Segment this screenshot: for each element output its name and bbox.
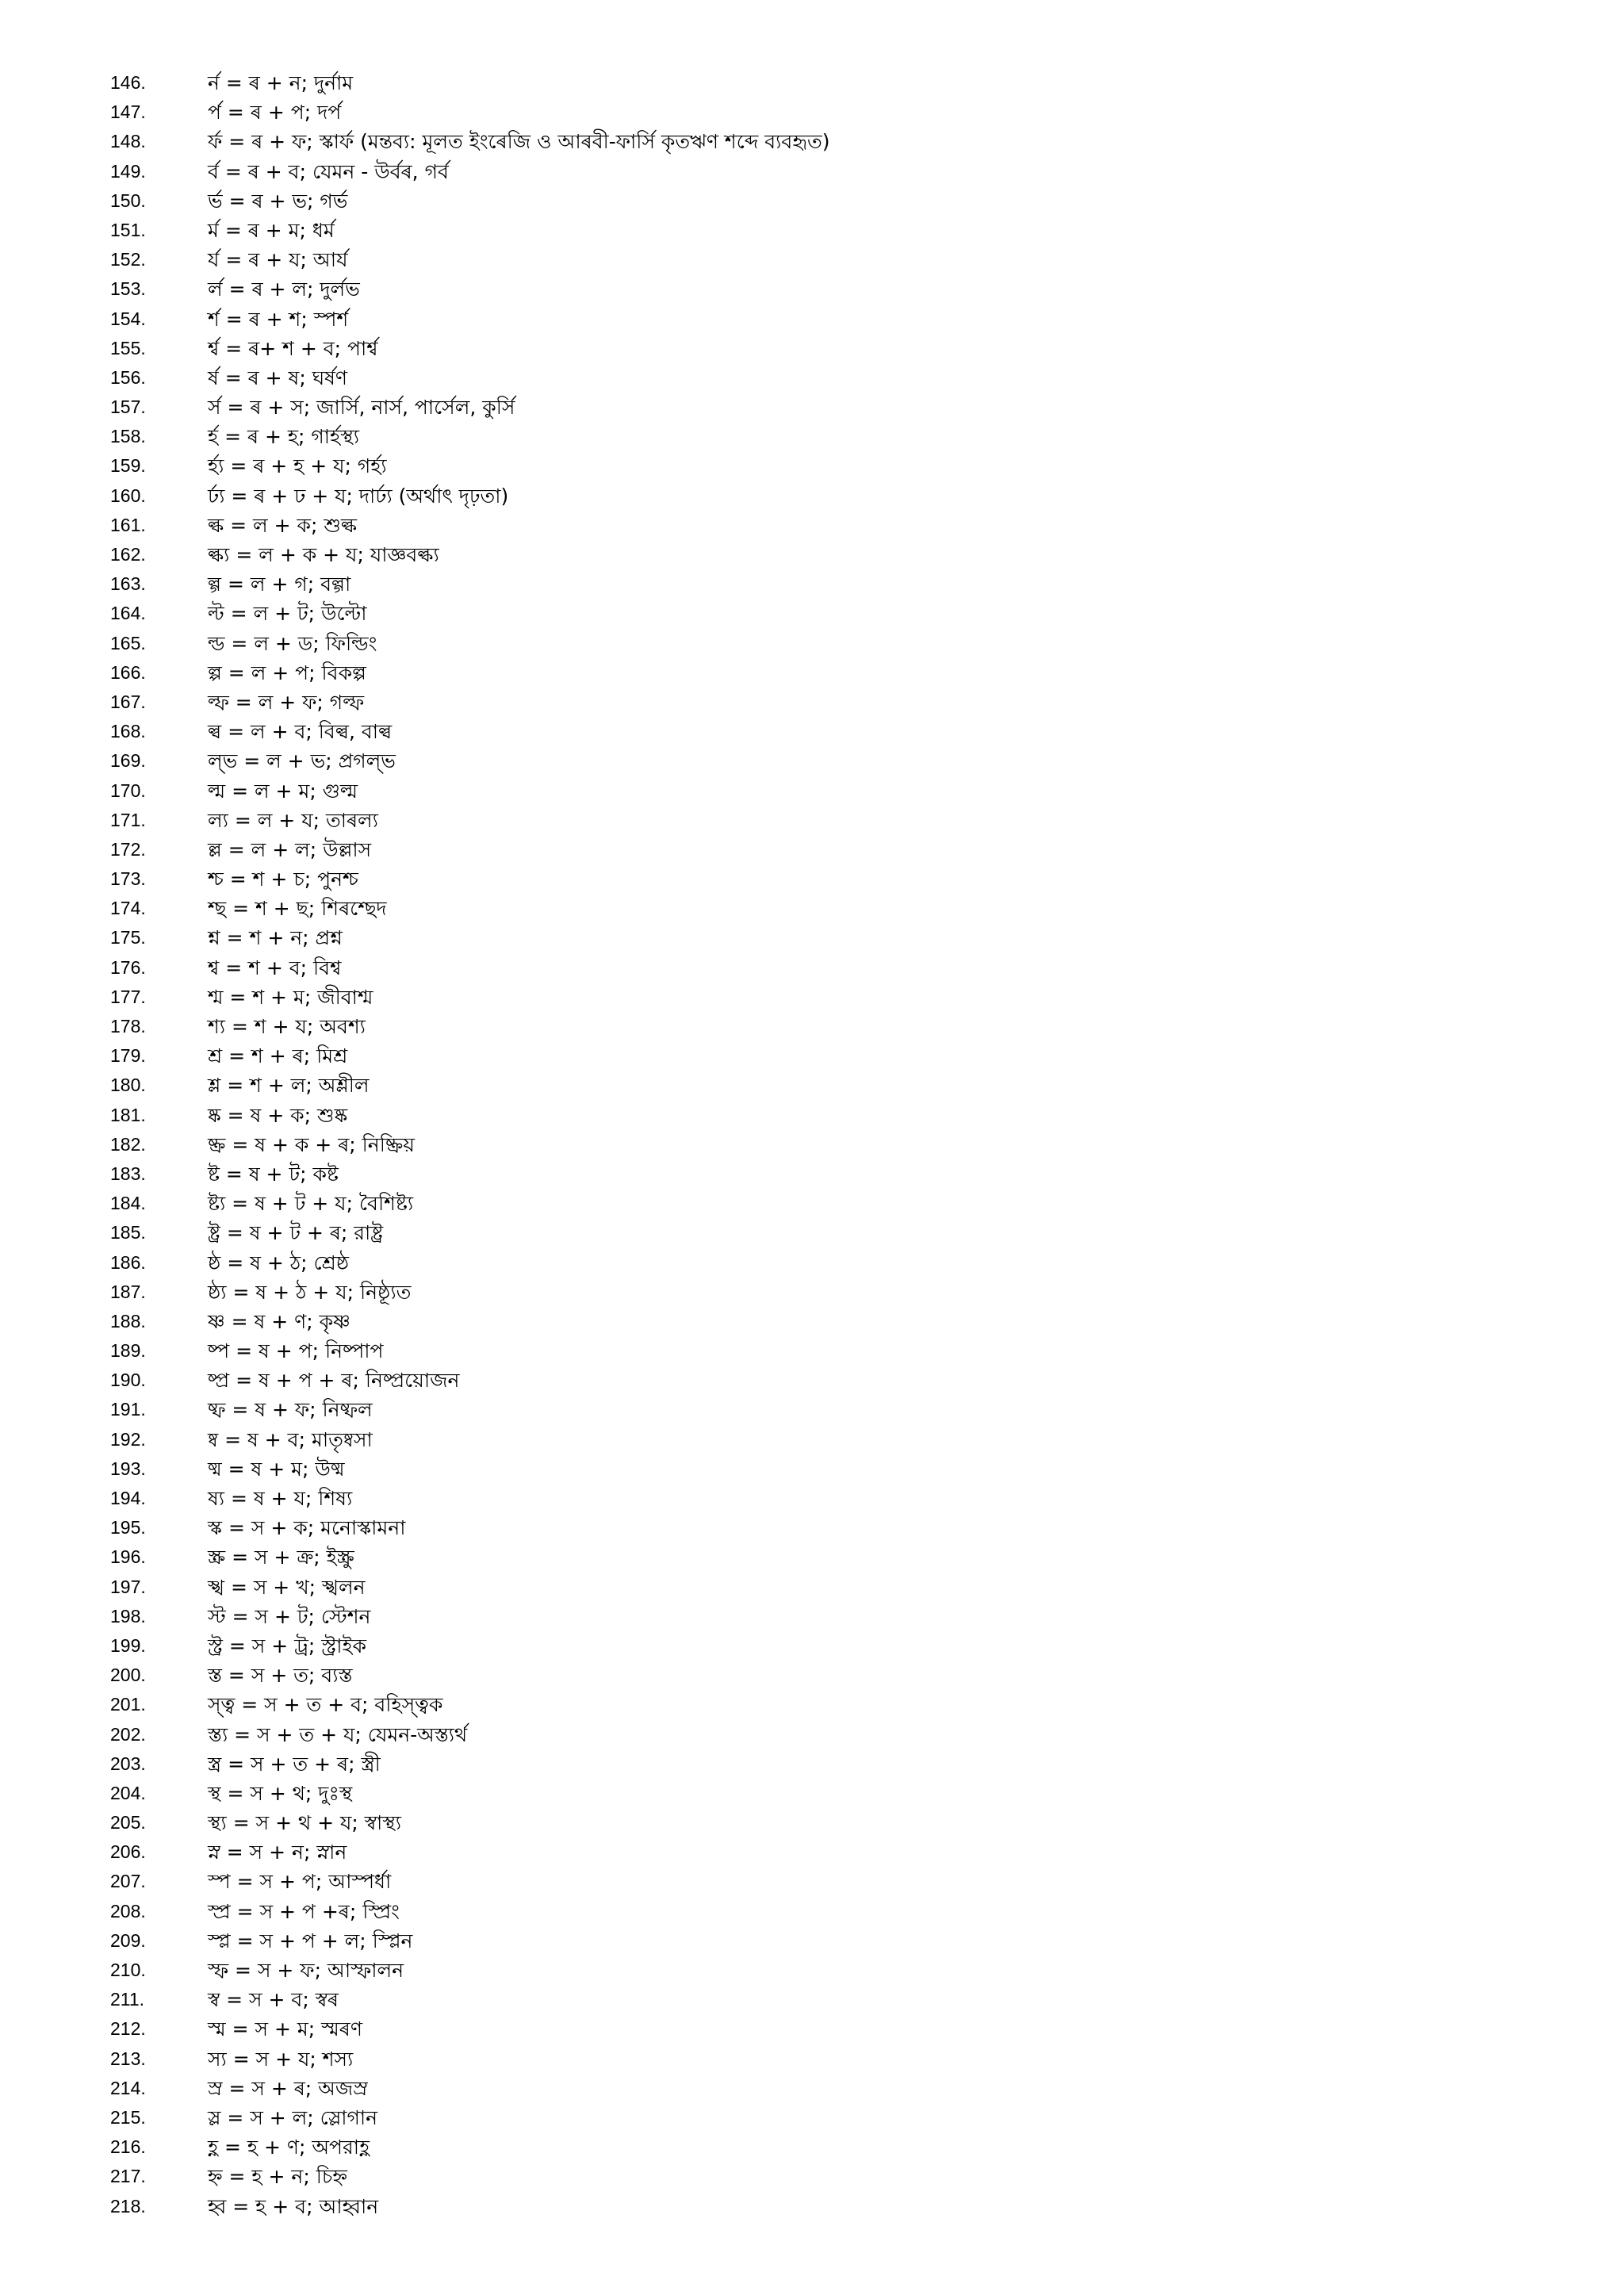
entry-text: স্ক্র = স + ক্র; ইস্ক্রু — [208, 1546, 354, 1569]
list-item — [0, 1631, 1624, 1661]
list-item — [0, 451, 1624, 481]
list-item — [0, 216, 1624, 245]
entry-number: 189. — [110, 1340, 146, 1362]
entry-number: 201. — [110, 1694, 146, 1715]
list-item — [0, 1041, 1624, 1071]
entry-text: র্ন = ৰ + ন; দুর্নাম — [208, 71, 354, 94]
entry-number: 175. — [110, 927, 146, 948]
entry-number: 184. — [110, 1193, 146, 1214]
entry-text: শ্র = শ + ৰ; মিশ্র — [208, 1044, 348, 1068]
entry-number: 148. — [110, 131, 146, 152]
entry-text: র্স = ৰ + স; জার্সি, নার্স, পার্সেল, কুর্সি — [208, 396, 515, 420]
entry-text: র্শ = ৰ + শ; স্পর্শ — [208, 307, 349, 331]
entry-text: ল্প = ল + প; বিকল্প — [208, 661, 366, 684]
entry-number: 157. — [110, 397, 146, 418]
list-item — [0, 1454, 1624, 1484]
entry-number: 204. — [110, 1782, 146, 1803]
entry-text: ল্গ = ল + গ; বল্গা — [208, 573, 351, 596]
list-item — [0, 864, 1624, 894]
entry-number: 198. — [110, 1605, 146, 1626]
list-item — [0, 983, 1624, 1012]
entry-number: 190. — [110, 1370, 146, 1391]
entry-text: র্প = ৰ + প; দর্প — [208, 101, 342, 125]
list-item — [0, 1749, 1624, 1779]
entry-text: ল্ম = ল + ম; গুল্ম — [208, 779, 358, 803]
list-item — [0, 1779, 1624, 1808]
entry-number: 154. — [110, 308, 146, 329]
entry-text: র্ষ = ৰ + ষ; ঘর্ষণ — [208, 366, 348, 389]
list-item — [0, 599, 1624, 628]
entry-number: 216. — [110, 2136, 146, 2158]
list-item — [0, 746, 1624, 776]
list-item — [0, 1189, 1624, 1218]
entry-text: শ্চ = শ + চ; পুনশ্চ — [208, 868, 358, 891]
entry-number: 171. — [110, 809, 146, 830]
entry-number: 210. — [110, 1960, 146, 1980]
entry-text: শ্ন = শ + ন; প্রশ্ন — [208, 926, 343, 950]
list-item — [0, 245, 1624, 274]
list-item — [0, 422, 1624, 451]
list-item — [0, 393, 1624, 422]
list-item — [0, 1071, 1624, 1100]
entry-text: স্ট = স + ট; স্টেশন — [208, 1604, 371, 1628]
list-item — [0, 923, 1624, 952]
entry-number: 195. — [110, 1517, 146, 1538]
list-item — [0, 98, 1624, 127]
entry-number: 173. — [110, 868, 146, 890]
entry-number: 205. — [110, 1812, 146, 1833]
list-item — [0, 1542, 1624, 1572]
entry-number: 177. — [110, 986, 146, 1007]
list-item — [0, 1720, 1624, 1749]
entry-number: 199. — [110, 1634, 146, 1656]
list-item — [0, 1336, 1624, 1366]
entry-text: স্ম = স + ম; স্মৰণ — [208, 2017, 362, 2041]
entry-text: ল্ল = ল + ল; উল্লাস — [208, 837, 372, 861]
conjunct-list — [0, 68, 1624, 2221]
entry-text: শ্ল = শ + ল; অশ্লীল — [208, 1074, 370, 1098]
entry-number: 194. — [110, 1488, 146, 1508]
entry-number: 170. — [110, 780, 146, 801]
entry-number: 183. — [110, 1163, 146, 1184]
entry-text: ষ্ট্য = ষ + ট + য; বৈশিষ্ট্য — [208, 1192, 414, 1216]
entry-number: 152. — [110, 249, 146, 270]
entry-text: ল্ব = ল + ব; বিল্ব, বাল্ব — [208, 720, 393, 744]
list-item — [0, 1897, 1624, 1926]
entry-number: 160. — [110, 485, 146, 506]
entry-number: 166. — [110, 661, 146, 683]
entry-text: ল্ড = ল + ড; ফিল্ডিং — [208, 631, 377, 655]
list-item — [0, 1956, 1624, 1985]
entry-number: 176. — [110, 956, 146, 978]
entry-text: র্শ্ব = ৰ+ শ + ব; পার্শ্ব — [208, 336, 378, 360]
entry-text: শ্য = শ + য; অবশ্য — [208, 1015, 366, 1038]
entry-text: ষ্য = ষ + য; শিষ্য — [208, 1487, 353, 1510]
list-item — [0, 274, 1624, 304]
entry-number: 217. — [110, 2166, 146, 2187]
entry-number: 192. — [110, 1428, 146, 1450]
entry-number: 188. — [110, 1310, 146, 1331]
list-item — [0, 1602, 1624, 1631]
entry-text: র্ম = ৰ + ম; ধর্ম — [208, 218, 335, 242]
entry-text: স্প্ল = স + প + ল; স্প্লিন — [208, 1929, 413, 1952]
entry-number: 150. — [110, 190, 146, 211]
entry-number: 165. — [110, 632, 146, 653]
list-item — [0, 1513, 1624, 1542]
entry-number: 191. — [110, 1399, 146, 1420]
entry-text: ষ্ঠ্য = ষ + ঠ + য; নিষ্ঠ্যূত — [208, 1280, 412, 1304]
entry-text: ল্ফ = ল + ফ; গল্ফ — [208, 690, 365, 714]
entry-text: স্ফ = স + ফ; আস্ফালন — [208, 1959, 404, 1982]
entry-number: 178. — [110, 1016, 146, 1036]
list-item — [0, 806, 1624, 835]
list-item — [0, 1926, 1624, 1956]
entry-text: শ্ম = শ + ম; জীবাশ্ম — [208, 985, 373, 1009]
entry-number: 156. — [110, 366, 146, 388]
list-item — [0, 68, 1624, 98]
list-item — [0, 363, 1624, 393]
entry-text: ষ্ফ = ষ + ফ; নিষ্ফল — [208, 1398, 373, 1422]
entry-text: র্ফ = ৰ + ফ; স্কার্ফ (মন্তব্য: মূলত ইংৰেজি ও আৰবী-ফার্সি কৃতঋণ শব্দে ব্যবহৃত) — [208, 130, 830, 154]
list-item — [0, 2074, 1624, 2103]
entry-number: 212. — [110, 2018, 146, 2040]
list-item — [0, 1218, 1624, 1247]
entry-text: ল্ট = ল + ট; উল্টো — [208, 602, 367, 626]
entry-number: 218. — [110, 2195, 146, 2216]
list-item — [0, 1366, 1624, 1395]
entry-number: 214. — [110, 2077, 146, 2098]
list-item — [0, 540, 1624, 569]
entry-text: ষ্ক = ষ + ক; শুষ্ক — [208, 1103, 348, 1127]
entry-text: স্ত্য = স + ত + য; যেমন-অস্ত্যর্থ — [208, 1722, 468, 1746]
entry-number: 181. — [110, 1104, 146, 1125]
list-item — [0, 1808, 1624, 1837]
entry-number: 168. — [110, 721, 146, 742]
entry-number: 197. — [110, 1576, 146, 1597]
list-item — [0, 658, 1624, 688]
list-item — [0, 157, 1624, 186]
entry-text: স্প = স + প; আস্পর্ধা — [208, 1870, 392, 1894]
entry-number: 202. — [110, 1723, 146, 1745]
entry-text: স্থ্য = স + থ + য; স্বাস্থ্য — [208, 1811, 402, 1835]
entry-number: 164. — [110, 603, 146, 624]
entry-number: 196. — [110, 1546, 146, 1568]
list-item — [0, 1307, 1624, 1336]
list-item — [0, 894, 1624, 923]
list-item — [0, 511, 1624, 540]
entry-number: 161. — [110, 514, 146, 535]
entry-text: হ্ণ = হ + ণ; অপরাহ্ণ — [208, 2136, 370, 2159]
entry-number: 186. — [110, 1251, 146, 1273]
list-item — [0, 1867, 1624, 1896]
entry-text: স্ত্ব = স + ত + ব; বহিস্ত্বক — [208, 1693, 443, 1717]
entry-number: 180. — [110, 1075, 146, 1096]
entry-text: স্ন = স + ন; স্নান — [208, 1841, 347, 1864]
entry-text: র্ল = ৰ + ল; দুর্লভ — [208, 278, 360, 301]
entry-number: 158. — [110, 426, 146, 447]
list-item — [0, 2192, 1624, 2221]
list-item — [0, 835, 1624, 864]
entry-text: র্ব = ৰ + ব; যেমন - উর্বৰ, গর্ব — [208, 159, 449, 183]
entry-text: ষ্ট্র = ষ + ট + ৰ; রাষ্ট্র — [208, 1221, 384, 1245]
entry-number: 182. — [110, 1133, 146, 1155]
list-item — [0, 1573, 1624, 1602]
entry-number: 211. — [110, 1989, 145, 2010]
list-item — [0, 1425, 1624, 1454]
list-item — [0, 1985, 1624, 2014]
entry-number: 153. — [110, 278, 146, 300]
entry-number: 159. — [110, 455, 146, 477]
entry-number: 215. — [110, 2106, 146, 2128]
list-item — [0, 2162, 1624, 2191]
entry-number: 147. — [110, 102, 146, 123]
list-item — [0, 2014, 1624, 2044]
entry-text: ল্ক্য = ল + ক + য; যাজ্ঞবল্ক্য — [208, 543, 439, 566]
entry-text: ল্ক = ল + ক; শুল্ক — [208, 513, 358, 537]
list-item — [0, 717, 1624, 746]
entry-text: স্ত্র = স + ত + ৰ; স্ত্রী — [208, 1752, 381, 1776]
entry-number: 209. — [110, 1929, 146, 1951]
entry-text: হ্ব = হ + ব; আহ্বান — [208, 2194, 379, 2218]
list-item — [0, 305, 1624, 334]
list-item — [0, 1395, 1624, 1424]
entry-text: স্প্র = স + প +ৰ; স্প্রিং — [208, 1899, 400, 1923]
entry-number: 146. — [110, 72, 146, 93]
entry-text: স্য = স + য; শস্য — [208, 2047, 354, 2071]
list-item — [0, 953, 1624, 983]
list-item — [0, 688, 1624, 717]
entry-number: 174. — [110, 898, 146, 919]
list-item — [0, 1248, 1624, 1278]
entry-number: 206. — [110, 1841, 146, 1863]
list-item — [0, 1101, 1624, 1130]
entry-text: ষ্ট = ষ + ট; কষ্ট — [208, 1162, 339, 1186]
list-item — [0, 1130, 1624, 1159]
entry-text: র্ঢ্য = ৰ + ঢ + য; দার্ঢ্য (অর্থাৎ দৃঢ়তা) — [208, 484, 509, 508]
list-item — [0, 1837, 1624, 1867]
entry-text: ল্ভ = ল + ভ; প্রগল্ভ — [208, 749, 396, 773]
entry-number: 185. — [110, 1222, 146, 1243]
entry-text: ষ্প্র = ষ + প + ৰ; নিষ্প্রয়োজন — [208, 1369, 460, 1393]
entry-text: ষ্ণ = ষ + ণ; কৃষ্ণ — [208, 1309, 350, 1333]
entry-text: স্ট্র = স + ট্র; স্ট্রাইক — [208, 1634, 366, 1657]
entry-text: স্থ = স + থ; দুঃস্থ — [208, 1781, 353, 1805]
list-item — [0, 1690, 1624, 1719]
entry-number: 193. — [110, 1458, 146, 1479]
entry-number: 163. — [110, 573, 146, 595]
entry-number: 162. — [110, 544, 146, 565]
entry-number: 200. — [110, 1665, 146, 1686]
entry-text: ষ্ব = ষ + ব; মাতৃষ্বসা — [208, 1427, 373, 1451]
list-item — [0, 2103, 1624, 2132]
entry-text: র্য = ৰ + য; আর্য — [208, 248, 348, 272]
entry-text: র্ভ = ৰ + ভ; গর্ভ — [208, 189, 348, 213]
list-item — [0, 629, 1624, 658]
entry-text: হ্ন = হ + ন; চিহ্ন — [208, 2165, 347, 2189]
list-item — [0, 1484, 1624, 1513]
entry-text: স্ক = স + ক; মনোস্কামনা — [208, 1516, 406, 1540]
entry-number: 155. — [110, 337, 146, 358]
entry-text: শ্ব = শ + ব; বিশ্ব — [208, 956, 342, 979]
entry-number: 179. — [110, 1045, 146, 1067]
list-item — [0, 1278, 1624, 1307]
list-item — [0, 481, 1624, 511]
list-item — [0, 2132, 1624, 2162]
list-item — [0, 186, 1624, 216]
entry-text: ষ্ঠ = ষ + ঠ; শ্রেষ্ঠ — [208, 1251, 350, 1274]
entry-number: 207. — [110, 1871, 146, 1892]
list-item — [0, 2044, 1624, 2074]
list-item — [0, 334, 1624, 363]
list-item — [0, 776, 1624, 806]
entry-text: স্ত = স + ত; ব্যস্ত — [208, 1664, 353, 1688]
entry-number: 172. — [110, 838, 146, 860]
list-item — [0, 1661, 1624, 1690]
entry-text: ষ্ক্র = ষ + ক + ৰ; নিষ্ক্রিয় — [208, 1132, 415, 1156]
entry-text: স্খ = স + খ; স্খলন — [208, 1575, 366, 1599]
entry-number: 151. — [110, 219, 146, 240]
entry-text: শ্ছ = শ + ছ; শিৰশ্ছেদ — [208, 897, 387, 921]
list-item — [0, 1012, 1624, 1041]
entry-number: 208. — [110, 1900, 146, 1921]
entry-number: 203. — [110, 1753, 146, 1774]
entry-text: স্ল = স + ল; স্লোগান — [208, 2105, 378, 2129]
entry-text: স্র = স + ৰ; অজস্র — [208, 2076, 368, 2100]
list-item — [0, 569, 1624, 599]
entry-text: ল্য = ল + য; তাৰল্য — [208, 808, 378, 832]
list-item — [0, 127, 1624, 156]
entry-number: 167. — [110, 691, 146, 712]
entry-text: ষ্ম = ষ + ম; উষ্ম — [208, 1457, 345, 1481]
entry-text: স্ব = স + ব; স্বৰ — [208, 1988, 339, 2012]
list-item — [0, 1159, 1624, 1189]
entry-number: 213. — [110, 2048, 146, 2069]
entry-number: 169. — [110, 750, 146, 772]
entry-number: 187. — [110, 1281, 146, 1302]
entry-text: ষ্প = ষ + প; নিষ্পাপ — [208, 1339, 384, 1363]
entry-number: 149. — [110, 160, 146, 182]
entry-text: র্হ = ৰ + হ; গার্হস্থ্য — [208, 425, 359, 449]
entry-text: র্হ্য = ৰ + হ + য; গর্হ্য — [208, 454, 387, 478]
